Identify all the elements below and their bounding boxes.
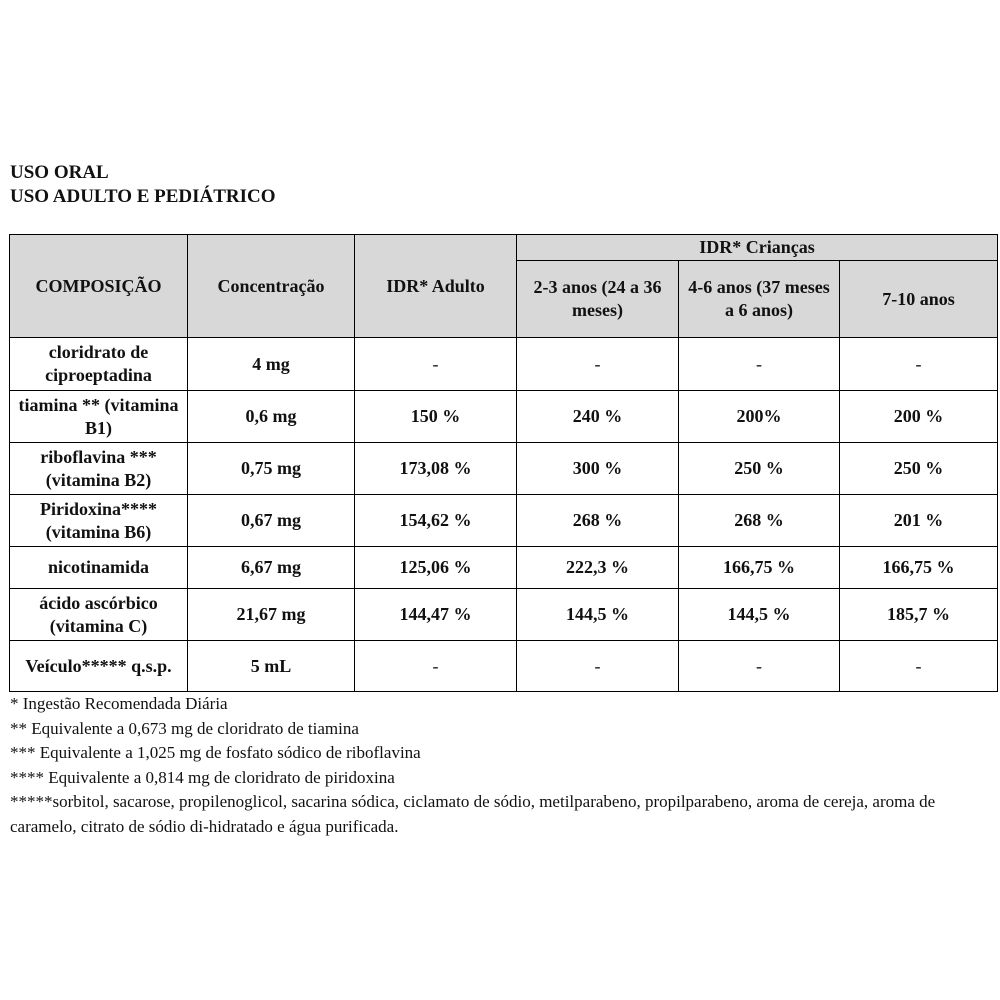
row-idr-2-3: 268 % <box>517 495 679 547</box>
row-idr-7-10: 250 % <box>840 443 998 495</box>
heading-uso-oral: USO ORAL <box>10 162 109 183</box>
header-idr-adulto: IDR* Adulto <box>355 235 517 338</box>
footnote-tiamina: ** Equivalente a 0,673 mg de cloridrato de tiamina <box>10 718 359 738</box>
row-name: nicotinamida <box>10 547 188 589</box>
row-name: riboflavina *** (vitamina B2) <box>10 443 188 495</box>
row-concentration: 0,75 mg <box>188 443 355 495</box>
row-idr-4-6: 166,75 % <box>679 547 840 589</box>
header-age-4-6: 4-6 anos (37 meses a 6 anos) <box>679 261 840 338</box>
row-idr-7-10: - <box>840 641 998 692</box>
header-composicao: COMPOSIÇÃO <box>10 235 188 338</box>
row-name: tiamina ** (vitamina B1) <box>10 391 188 443</box>
row-idr-4-6: - <box>679 641 840 692</box>
row-idr-2-3: 300 % <box>517 443 679 495</box>
row-concentration: 21,67 mg <box>188 589 355 641</box>
header-concentracao: Concentração <box>188 235 355 338</box>
footnote-piridoxina: **** Equivalente a 0,814 mg de cloridrato de piridoxina <box>10 767 395 787</box>
footnote-riboflavina: *** Equivalente a 1,025 mg de fosfato sódico de riboflavina <box>10 743 421 762</box>
usage-headings <box>10 161 276 209</box>
row-name: Veículo***** q.s.p. <box>10 641 188 692</box>
row-idr-adult: 144,47 % <box>355 589 517 641</box>
row-idr-7-10: 185,7 % <box>840 589 998 641</box>
composition-table <box>9 234 998 692</box>
row-idr-4-6: 144,5 % <box>679 589 840 641</box>
row-idr-7-10: 201 % <box>840 495 998 547</box>
row-idr-adult: 173,08 % <box>355 443 517 495</box>
row-idr-adult: 154,62 % <box>355 495 517 547</box>
row-idr-4-6: 268 % <box>679 495 840 547</box>
row-idr-7-10: 166,75 % <box>840 547 998 589</box>
row-concentration: 0,67 mg <box>188 495 355 547</box>
table-row <box>10 443 998 495</box>
row-idr-2-3: 222,3 % <box>517 547 679 589</box>
row-idr-adult: - <box>355 641 517 692</box>
row-concentration: 5 mL <box>188 641 355 692</box>
row-idr-2-3: - <box>517 641 679 692</box>
row-name: ácido ascórbico (vitamina C) <box>10 589 188 641</box>
row-concentration: 4 mg <box>188 338 355 391</box>
row-name: Piridoxina**** (vitamina B6) <box>10 495 188 547</box>
table-row <box>10 391 998 443</box>
heading-uso-adulto-pediatrico: USO ADULTO E PEDIÁTRICO <box>10 186 276 207</box>
row-idr-4-6: 200% <box>679 391 840 443</box>
table-row <box>10 338 998 391</box>
row-idr-2-3: 144,5 % <box>517 589 679 641</box>
header-age-2-3: 2-3 anos (24 a 36 meses) <box>517 261 679 338</box>
table-row <box>10 547 998 589</box>
row-idr-2-3: - <box>517 338 679 391</box>
footnote-veiculo: *****sorbitol, sacarose, propilenoglicol, sacarina sódica, ciclamato de sódio, metilparabeno, propilparabeno, aroma de cereja, aroma de caramelo, citrato de sódio di-hidratado e água purificada. <box>10 792 936 836</box>
row-name: cloridrato de ciproeptadina <box>10 338 188 391</box>
footnote-idr: * Ingestão Recomendada Diária <box>10 694 228 713</box>
footnotes <box>10 692 995 839</box>
header-age-7-10: 7-10 anos <box>840 261 998 338</box>
row-concentration: 0,6 mg <box>188 391 355 443</box>
row-idr-4-6: - <box>679 338 840 391</box>
header-idr-criancas: IDR* Crianças <box>517 235 998 261</box>
row-idr-7-10: - <box>840 338 998 391</box>
table-row <box>10 641 998 692</box>
row-idr-adult: 150 % <box>355 391 517 443</box>
row-idr-2-3: 240 % <box>517 391 679 443</box>
row-idr-adult: - <box>355 338 517 391</box>
row-concentration: 6,67 mg <box>188 547 355 589</box>
table-row <box>10 589 998 641</box>
row-idr-4-6: 250 % <box>679 443 840 495</box>
table-row <box>10 495 998 547</box>
row-idr-adult: 125,06 % <box>355 547 517 589</box>
row-idr-7-10: 200 % <box>840 391 998 443</box>
